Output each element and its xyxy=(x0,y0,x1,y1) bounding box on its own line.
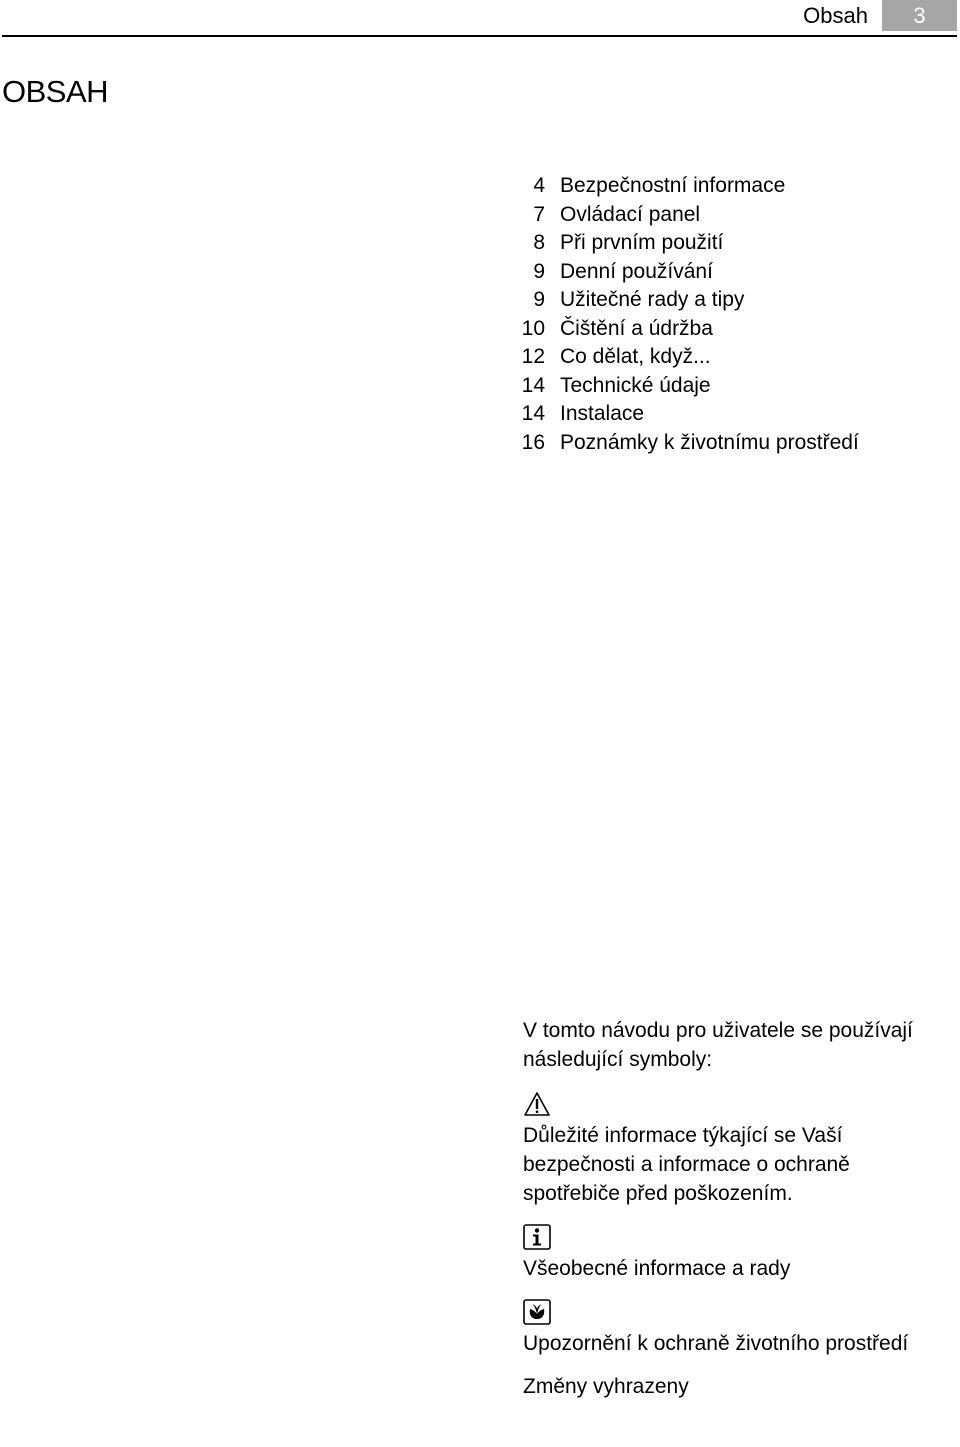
info-symbol-description: Všeobecné informace a rady xyxy=(523,1257,791,1280)
toc-page-number: 4 xyxy=(533,174,545,197)
toc-page-number: 14 xyxy=(521,402,545,425)
toc-entry[interactable] xyxy=(500,258,940,287)
toc-entry[interactable] xyxy=(500,172,940,201)
toc-page-number: 16 xyxy=(521,430,545,454)
toc-page-number: 14 xyxy=(521,373,545,397)
page-title: OBSAH xyxy=(2,74,109,109)
toc-page-number: 12 xyxy=(521,345,545,368)
toc-entry[interactable] xyxy=(500,400,940,429)
toc-entry[interactable] xyxy=(500,229,940,258)
toc-entry[interactable] xyxy=(500,343,940,372)
toc-page-number: 9 xyxy=(533,259,545,283)
toc-page-number: 7 xyxy=(533,202,545,226)
warning-symbol-description: Důležité informace týkající se Vaší bezpečnosti a informace o ochraně spotřebiče před poškozením. xyxy=(523,1124,850,1205)
toc-title: Poznámky k životnímu prostředí xyxy=(560,430,859,454)
toc-title: Denní používání xyxy=(560,259,713,283)
toc-title: Užitečné rady a tipy xyxy=(560,288,745,311)
environment-icon xyxy=(523,1299,551,1325)
toc-title: Technické údaje xyxy=(560,373,711,397)
header-divider xyxy=(2,35,957,37)
toc-title: Instalace xyxy=(560,402,645,425)
toc-page-number: 10 xyxy=(521,316,545,340)
toc-title: Co dělat, když... xyxy=(560,345,711,368)
toc-page-number: 8 xyxy=(533,231,545,254)
toc-entry[interactable] xyxy=(500,201,940,230)
environment-symbol-description: Upozornění k ochraně životního prostředí xyxy=(523,1332,909,1355)
symbols-intro: V tomto návodu pro uživatele se používají následující symboly: xyxy=(523,1019,913,1071)
toc-page-number: 9 xyxy=(533,288,545,311)
table-of-contents xyxy=(500,172,940,457)
toc-title: Čištění a údržba xyxy=(560,316,713,340)
header-section-label: Obsah xyxy=(803,3,868,28)
symbols-legend xyxy=(523,1016,943,1401)
toc-entry[interactable] xyxy=(500,372,940,401)
toc-entry[interactable] xyxy=(500,315,940,344)
warning-icon xyxy=(523,1091,551,1117)
toc-title: Při prvním použití xyxy=(560,231,724,254)
toc-title: Ovládací panel xyxy=(560,202,701,226)
toc-entry[interactable] xyxy=(500,286,940,315)
changes-reserved-note: Změny vyhrazeny xyxy=(523,1375,689,1398)
info-icon xyxy=(523,1224,551,1250)
page-number: 3 xyxy=(882,0,957,31)
toc-entry[interactable] xyxy=(500,429,940,458)
toc-title: Bezpečnostní informace xyxy=(560,174,786,197)
